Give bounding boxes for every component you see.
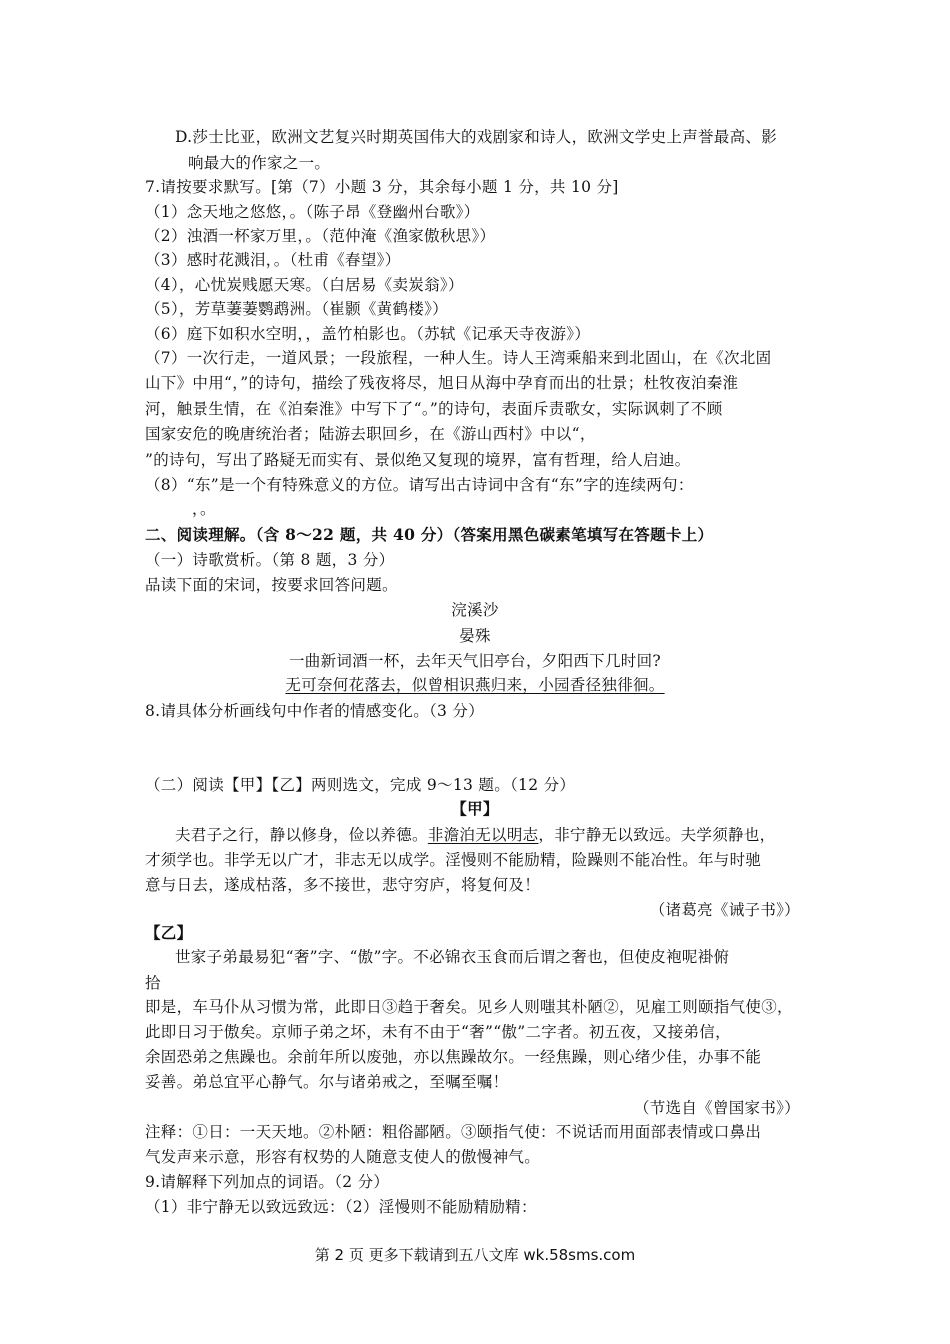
q7-item: 国家安危的晚唐统治者；陆游去职回乡，在《游山西村》中以“， — [145, 425, 596, 443]
part-1-title: （一）诗歌赏析。（第 8 题，3 分） — [145, 551, 395, 569]
q9-title: 9.请解释下列加点的词语。（2 分） — [145, 1173, 390, 1191]
yi-line-1: 世家子弟最易犯“奢”字、“傲”字。不必锦衣玉食而后谓之奢也，但使皮袍呢褂俯 — [175, 948, 730, 966]
poem-author: 晏殊 — [459, 627, 491, 645]
q7-item: 山下》中用“，”的诗句，描绘了残夜将尽，旭日从海中孕育而出的壮景；杜牧夜泊秦淮 — [145, 374, 739, 392]
q7-item: ，。 — [192, 500, 216, 518]
yi-line-3: 即是，车马仆从习惯为常，此即日③趋于奢矣。见乡人则嗤其朴陋②，见雇工则颐指气使③， — [145, 998, 793, 1016]
yi-source: （节选自《曾国家书》） — [633, 1099, 800, 1117]
section-2-title: 二、阅读理解。（含 8～22 题，共 40 分）（答案用黑色碳素笔填写在答题卡上） — [145, 525, 714, 544]
q9-items: （1）非宁静无以致远致远：（2）淫慢则不能励精励精： — [145, 1198, 537, 1216]
q7-item: ”的诗句，写出了路疑无而实有、景似绝又复现的境界，富有哲理，给人启迪。 — [145, 451, 691, 469]
q7-item: （6）庭下如积水空明，，盖竹柏影也。（苏轼《记承天寺夜游》） — [145, 325, 591, 343]
q7-item: （7）一次行走，一道风景；一段旅程，一种人生。诗人王湾乘船来到北固山，在《次北固 — [145, 349, 772, 367]
q7-item: （2）浊酒一杯家万里，。（范仲淹《渔家傲秋思》） — [145, 227, 496, 245]
q8-title: 8.请具体分析画线句中作者的情感变化。（3 分） — [145, 702, 485, 720]
jia-label: 【甲】 — [451, 799, 499, 818]
q7-item: （3）感时花溅泪，。（杜甫《春望》） — [145, 251, 401, 269]
instruction: 品读下面的宋词，按要求回答问题。 — [145, 576, 398, 594]
q7-title: 7.请按要求默写。[第（7）小题 3 分，其余每小题 1 分，共 10 分] — [145, 178, 619, 196]
yi-line-4: 此即日习于傲矣。京师子弟之坏，未有不由于“奢”“傲”二字者。初五夜，又接弟信， — [145, 1023, 731, 1041]
item-d-line2: 响最大的作家之一。 — [188, 154, 331, 172]
yi-line-6: 妥善。弟总宜平心静气。尔与诸弟戒之，至嘱至嘱！ — [145, 1073, 509, 1091]
poem-title: 浣溪沙 — [451, 601, 499, 619]
q7-item: （5），芳草萋萋鹦鹉洲。（崔颢《黄鹤楼》） — [145, 300, 448, 318]
yi-line-5: 余固恐弟之焦躁也。余前年所以废弛，亦以焦躁故尔。一经焦躁，则心绪少佳，办事不能 — [145, 1048, 762, 1066]
q7-item: （8）“东”是一个有特殊意义的方位。请写出古诗词中含有“东”字的连续两句： — [145, 476, 694, 494]
jia-source: （诸葛亮《诫子书》） — [649, 901, 800, 919]
note-line-1: 注释：①日：一天天地。②朴陋：粗俗鄙陋。③颐指气使：不说话而用面部表情或口鼻出 — [145, 1123, 762, 1141]
note-line-2: 气发声来示意，形容有权势的人随意支使人的傲慢神气。 — [145, 1148, 541, 1166]
item-d-line1: D.莎士比亚，欧洲文艺复兴时期英国伟大的戏剧家和诗人，欧洲文学史上声誉最高、影 — [175, 128, 778, 146]
part-2-title: （二）阅读【甲】【乙】两则选文，完成 9～13 题。（12 分） — [145, 776, 576, 794]
q7-item: （4），心忧炭贱愿天寒。（白居易《卖炭翁》） — [145, 276, 464, 294]
q7-item: 河，触景生情，在《泊秦淮》中写下了“。”的诗句，表面斥责歌女，实际讽刺了不顾 — [145, 400, 723, 418]
q7-item: （1）念天地之悠悠，。（陈子昂《登幽州台歌》） — [145, 203, 480, 221]
yi-line-2: 拾 — [145, 974, 161, 992]
poem-line-2-underlined: 无可奈何花落去，似曾相识燕归来，小园香径独徘徊。 — [285, 676, 665, 694]
poem-line-1: 一曲新词酒一杯，去年天气旧亭台，夕阳西下几时回? — [288, 652, 661, 670]
jia-line-3: 意与日去，遂成枯落，多不接世，悲守穷庐，将复何及！ — [145, 876, 541, 894]
jia-underlined-phrase: 非澹泊无以明志 — [427, 826, 539, 844]
yi-label: 【乙】 — [145, 923, 193, 942]
page-footer: 第 2 页 更多下载请到五八文库 wk.58sms.com — [314, 1246, 636, 1264]
jia-line-2: 才须学也。非学无以广才，非志无以成学。淫慢则不能励精，险躁则不能冶性。年与时驰 — [145, 851, 762, 869]
jia-line-1: 夫君子之行，静以修身，俭以养德。非澹泊无以明志，非宁静无以致远。夫学须静也， — [175, 826, 776, 844]
